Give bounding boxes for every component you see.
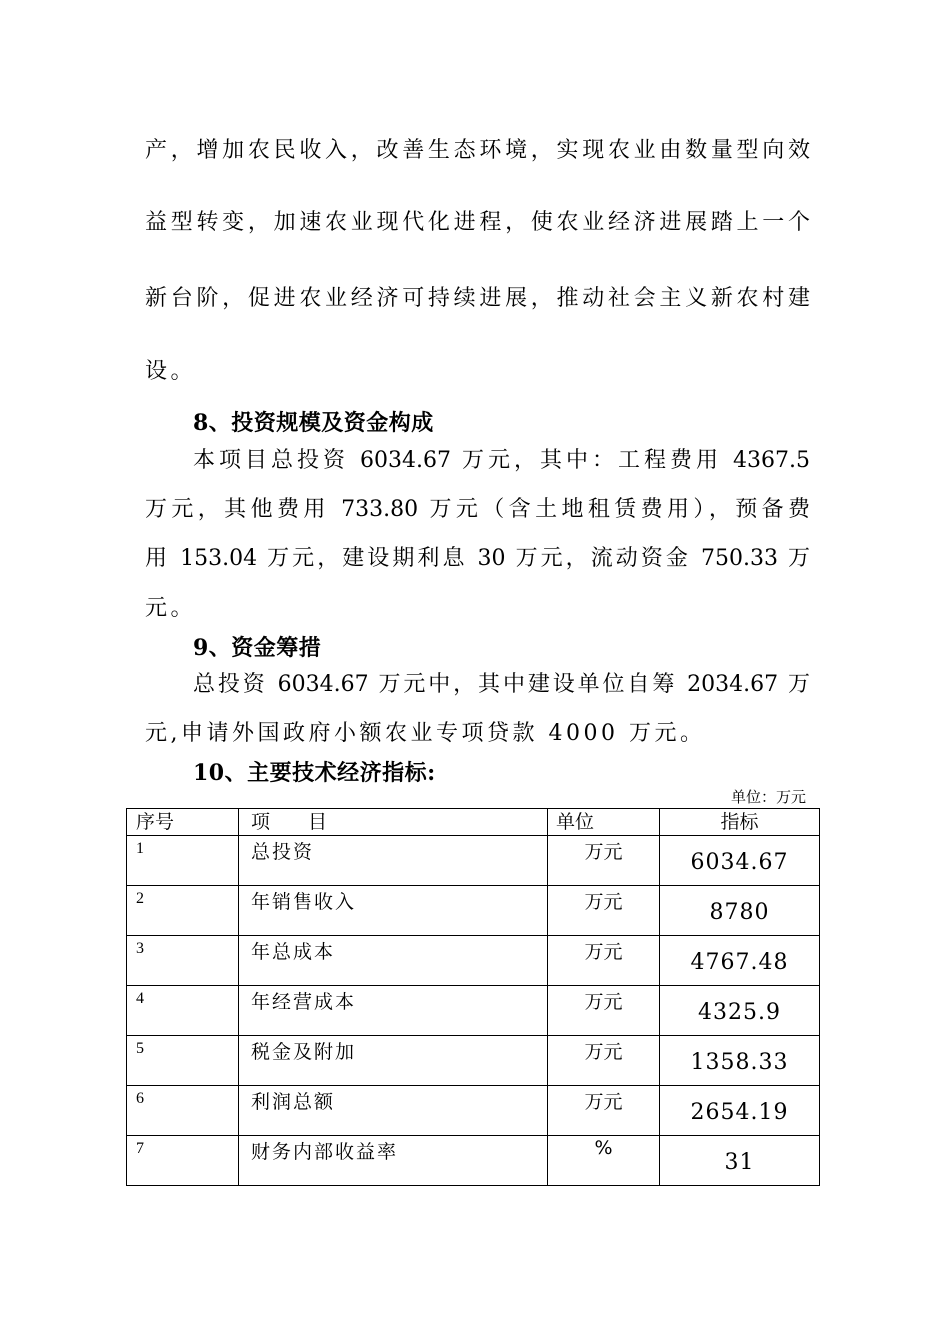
row-item: 年销售收入 [251,891,357,913]
section-heading: 10、主要技术经济指标: [193,760,436,786]
row-unit-cell [548,986,660,1036]
row-value: 4325.9 [698,1000,781,1025]
row-number: 5 [136,1040,144,1057]
row-value: 4767.48 [690,950,789,975]
table-row [127,836,820,886]
row-number: 4 [136,990,144,1007]
row-item-cell [239,886,548,936]
row-value-cell [660,1036,820,1086]
row-number-cell [127,1036,239,1086]
paragraph-line: 元,申请外国政府小额农业专项贷款 4000 万元。 [145,721,706,746]
row-unit-cell [548,1136,660,1186]
row-unit: 万元 [584,941,623,963]
paragraph-line: 本项目总投资 6034.67 万元，其中：工程费用 4367.5 [193,448,810,473]
row-number: 7 [136,1140,144,1157]
row-unit-cell [548,1086,660,1136]
row-number: 2 [136,890,144,907]
row-number: 1 [136,840,144,857]
row-value: 8780 [709,900,770,925]
row-unit: 万元 [584,891,623,913]
paragraph-line: 总投资 6034.67 万元中，其中建设单位自筹 2034.67 万 [193,672,810,697]
table-header-row [127,809,820,836]
unit-note: 单位：万元 [730,788,806,806]
indicators-table [126,808,820,1186]
row-item: 总投资 [251,841,315,863]
row-item: 年经营成本 [251,991,357,1013]
row-unit: 万元 [584,841,623,863]
row-item: 利润总额 [251,1091,336,1113]
row-item-cell [239,1086,548,1136]
paragraph-line: 元。 [145,596,197,621]
row-unit: % [594,1137,613,1159]
row-item: 税金及附加 [251,1041,357,1063]
row-unit: 万元 [584,1041,623,1063]
row-value: 1358.33 [690,1050,789,1075]
table-row [127,886,820,936]
row-unit: 万元 [584,991,623,1013]
row-item-cell [239,936,548,986]
row-item-cell [239,1136,548,1186]
row-unit: 万元 [584,1091,623,1113]
row-number-cell [127,1136,239,1186]
row-unit-cell [548,836,660,886]
row-number-cell [127,836,239,886]
row-item-cell [239,836,548,886]
row-value: 2654.19 [690,1100,789,1125]
row-item-cell [239,986,548,1036]
header-unit: 单位 [548,809,660,836]
row-value-cell [660,1136,820,1186]
row-item: 财务内部收益率 [251,1141,399,1163]
paragraph-line: 万元，其他费用 733.80 万元（含土地租赁费用），预备费 [145,497,810,522]
row-number-cell [127,1086,239,1136]
header-number: 序号 [127,809,239,836]
paragraph-line: 益型转变，加速农业现代化进程，使农业经济进展踏上一个 [145,210,810,235]
table-row [127,1086,820,1136]
row-value-cell [660,836,820,886]
table-row [127,1036,820,1086]
table-row [127,1136,820,1186]
row-number-cell [127,986,239,1036]
header-item: 项 目 [239,809,548,836]
row-item: 年总成本 [251,941,336,963]
row-number-cell [127,936,239,986]
row-unit-cell [548,886,660,936]
row-value-cell [660,936,820,986]
section-heading: 8、投资规模及资金构成 [193,410,434,436]
row-item-cell [239,1036,548,1086]
row-value: 6034.67 [690,850,789,875]
row-number: 3 [136,940,144,957]
row-unit-cell [548,1036,660,1086]
row-number-cell [127,886,239,936]
paragraph-line: 新台阶，促进农业经济可持续进展，推动社会主义新农村建 [145,286,810,311]
row-value-cell [660,886,820,936]
paragraph-line: 产，增加农民收入，改善生态环境，实现农业由数量型向效 [145,138,810,163]
row-number: 6 [136,1090,144,1107]
section-heading: 9、资金筹措 [193,635,322,661]
row-value: 31 [724,1150,755,1175]
table-row [127,986,820,1036]
table-row [127,936,820,986]
header-value: 指标 [660,809,820,836]
paragraph-line: 用 153.04 万元，建设期利息 30 万元，流动资金 750.33 万 [145,546,810,571]
row-value-cell [660,986,820,1036]
row-unit-cell [548,936,660,986]
row-value-cell [660,1086,820,1136]
paragraph-line: 设。 [145,359,197,384]
